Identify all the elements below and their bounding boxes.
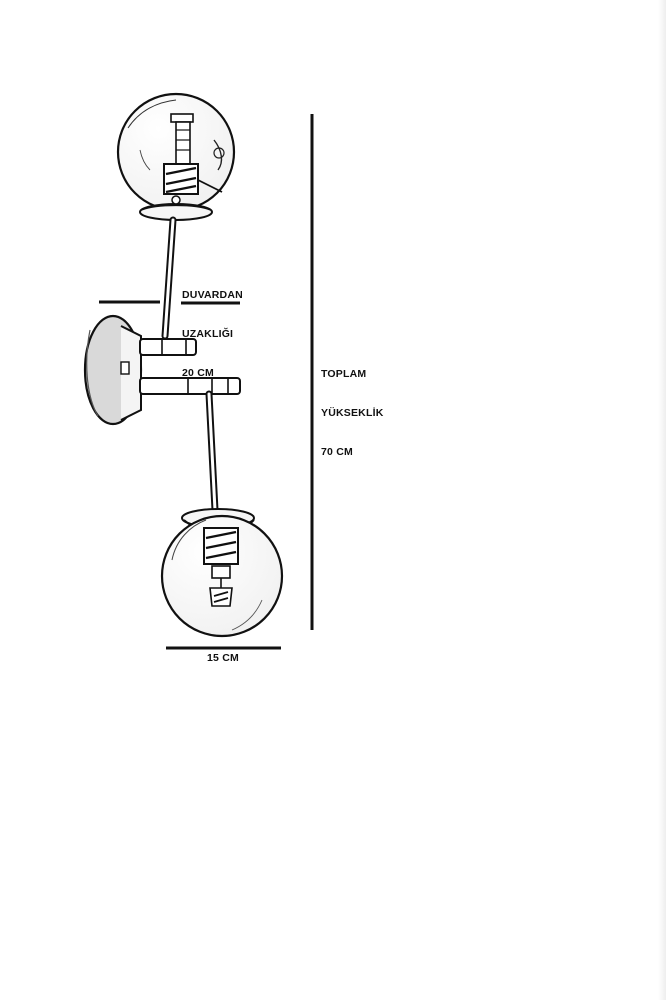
total-height-label xyxy=(321,342,383,485)
total-height-line-2: YÜKSEKLİK xyxy=(321,407,384,419)
wall-plate xyxy=(85,316,141,424)
wall-distance-line-2: UZAKLIĞI xyxy=(182,328,234,340)
wall-distance-line-3: 20 CM xyxy=(182,367,214,379)
wall-distance-label xyxy=(182,263,243,406)
upper-rod xyxy=(165,220,173,336)
wall-distance-line-1: DUVARDAN xyxy=(182,289,243,301)
total-height-line-1: TOPLAM xyxy=(321,368,367,380)
lower-rod xyxy=(209,394,215,510)
total-height-line-3: 70 CM xyxy=(321,446,353,458)
width-label: 15 CM xyxy=(207,652,239,664)
